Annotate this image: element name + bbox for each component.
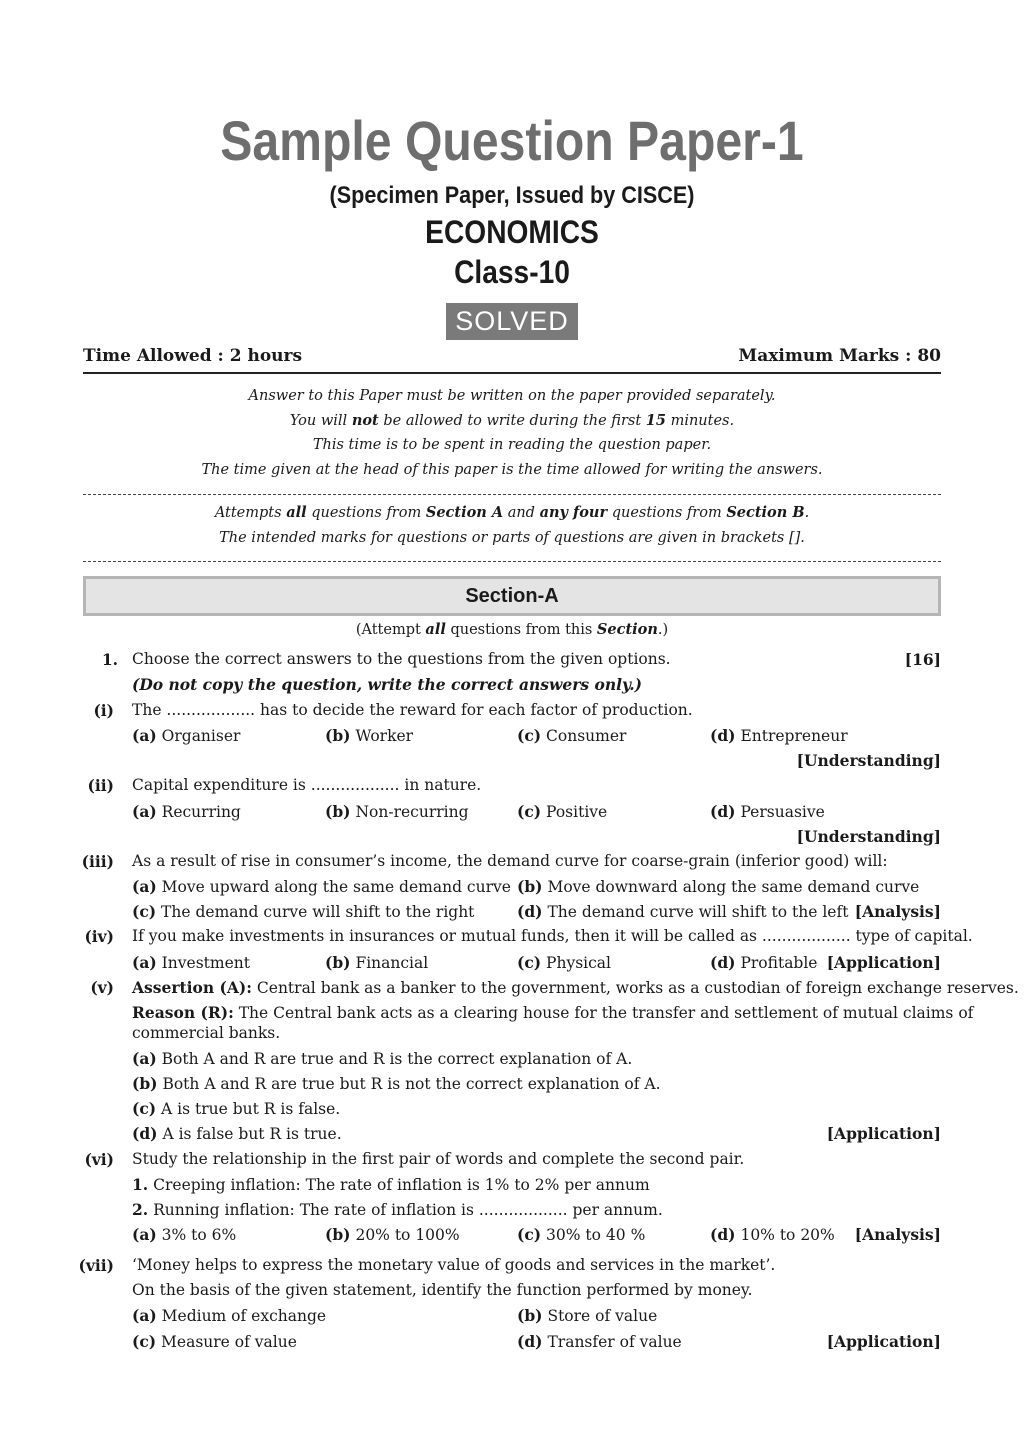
instruction-emphasis: Section B bbox=[726, 504, 805, 521]
option-b bbox=[325, 1225, 460, 1244]
option-label: (b) bbox=[132, 1074, 158, 1093]
option-text: Positive bbox=[546, 803, 608, 821]
question-tag: [Understanding] bbox=[796, 751, 941, 770]
instructions-block bbox=[83, 384, 941, 482]
option-text: Financial bbox=[355, 954, 429, 972]
option-c bbox=[132, 902, 474, 921]
option-text: The demand curve will shift to the right bbox=[161, 903, 475, 921]
question-tag: [Application] bbox=[826, 1124, 941, 1143]
instruction-text: questions from bbox=[607, 505, 727, 521]
question-tag: [Application] bbox=[826, 953, 941, 972]
option-label: (c) bbox=[517, 802, 542, 821]
item-text: Creeping inflation: The rate of inflation is 1% to 2% per annum bbox=[153, 1176, 650, 1194]
question-number: 1. bbox=[101, 650, 118, 669]
option-a bbox=[132, 1306, 326, 1325]
instruction-emphasis: all bbox=[286, 504, 307, 521]
class-name: Class-10 bbox=[454, 254, 570, 290]
option-c bbox=[132, 1099, 340, 1118]
option-text: A is false but R is true. bbox=[162, 1125, 342, 1143]
question-number: (vii) bbox=[78, 1256, 114, 1275]
option-label: (a) bbox=[132, 1049, 157, 1068]
section-instructions bbox=[83, 501, 941, 550]
option-label: (a) bbox=[132, 1306, 157, 1325]
subject-name: ECONOMICS bbox=[425, 214, 599, 250]
option-c bbox=[132, 1332, 297, 1351]
dashed-divider bbox=[83, 561, 941, 562]
option-text: A is true but R is false. bbox=[161, 1100, 341, 1118]
option-text: 30% to 40 % bbox=[546, 1226, 646, 1244]
option-a bbox=[132, 1049, 632, 1068]
question-text: As a result of rise in consumer’s income, the demand curve for coarse-grain (inferior good) will: bbox=[132, 852, 888, 870]
instruction-emphasis: Section A bbox=[425, 504, 504, 521]
option-text: Entrepreneur bbox=[740, 727, 848, 745]
instruction-emphasis: any four bbox=[539, 504, 608, 521]
option-label: (d) bbox=[710, 953, 736, 972]
option-label: (a) bbox=[132, 1225, 157, 1244]
option-b bbox=[325, 726, 413, 745]
option-text: 10% to 20% bbox=[740, 1226, 835, 1244]
option-d bbox=[710, 953, 817, 972]
option-b bbox=[517, 877, 919, 896]
option-label: (a) bbox=[132, 726, 157, 745]
option-text: The demand curve will shift to the left bbox=[547, 903, 849, 921]
option-a bbox=[132, 953, 250, 972]
instruction-line: The intended marks for questions or parts of questions are given in brackets []. bbox=[219, 529, 805, 546]
question-number: (ii) bbox=[87, 776, 114, 795]
option-label: (b) bbox=[325, 726, 351, 745]
instruction-text: questions from bbox=[306, 505, 426, 521]
paper-title: Sample Question Paper-1 bbox=[220, 109, 804, 172]
option-c bbox=[517, 953, 611, 972]
option-text: Non-recurring bbox=[355, 803, 469, 821]
maximum-marks: Maximum Marks : 80 bbox=[738, 346, 941, 366]
question-tag: [Application] bbox=[826, 1332, 941, 1351]
instruction-text: and bbox=[503, 505, 540, 521]
option-label: (b) bbox=[325, 953, 351, 972]
header-rule bbox=[83, 372, 941, 374]
option-text: Both A and R are true and R is the correct explanation of A. bbox=[161, 1050, 633, 1068]
option-label: (a) bbox=[132, 953, 157, 972]
option-label: (b) bbox=[325, 1225, 351, 1244]
note-text: .) bbox=[657, 622, 669, 638]
option-text: Store of value bbox=[547, 1307, 658, 1325]
option-c bbox=[517, 802, 607, 821]
option-b bbox=[325, 953, 428, 972]
option-text: Medium of exchange bbox=[161, 1307, 327, 1325]
option-label: (c) bbox=[132, 1332, 157, 1351]
option-text: Transfer of value bbox=[547, 1333, 682, 1351]
option-text: Persuasive bbox=[740, 803, 825, 821]
option-label: (b) bbox=[517, 877, 543, 896]
question-marks: [16] bbox=[904, 650, 941, 669]
instruction-text: be allowed to write during the first bbox=[378, 412, 646, 429]
option-text: Measure of value bbox=[161, 1333, 297, 1351]
option-text: Organiser bbox=[161, 727, 241, 745]
option-text: Investment bbox=[161, 954, 250, 972]
reason-text: The Central bank acts as a clearing house for the transfer and settlement of mutual claims of bbox=[233, 1004, 974, 1022]
question-text-2: On the basis of the given statement, identify the function performed by money. bbox=[132, 1281, 753, 1299]
instruction-line: The time given at the head of this paper is the time allowed for writing the answers. bbox=[201, 461, 823, 478]
option-c bbox=[517, 1225, 645, 1244]
question-tag: [Analysis] bbox=[854, 902, 941, 921]
question-text: If you make investments in insurances or mutual funds, then it will be called as .................. type of capital. bbox=[132, 927, 973, 945]
pair-item bbox=[132, 1175, 650, 1194]
reason-line bbox=[132, 1003, 973, 1022]
note-text: questions from this bbox=[445, 622, 597, 638]
instruction-line: Answer to this Paper must be written on the paper provided separately. bbox=[248, 388, 776, 404]
note-emphasis: Section bbox=[596, 621, 658, 638]
option-label: (b) bbox=[325, 802, 351, 821]
assertion-text: Central bank as a banker to the government, works as a custodian of foreign exchange reserves. bbox=[251, 979, 1019, 997]
instruction-text: Attempts bbox=[214, 505, 287, 521]
option-text: Move downward along the same demand curve bbox=[547, 878, 920, 896]
option-b bbox=[132, 1074, 661, 1093]
paper-subtitle: (Specimen Paper, Issued by CISCE) bbox=[329, 182, 695, 209]
question-tag: [Analysis] bbox=[854, 1225, 941, 1244]
option-label: (c) bbox=[517, 953, 542, 972]
question-number: (v) bbox=[90, 978, 114, 997]
option-d bbox=[710, 1225, 835, 1244]
option-d bbox=[517, 1332, 682, 1351]
note-emphasis: all bbox=[425, 621, 446, 638]
question-number: (iv) bbox=[84, 927, 114, 946]
instruction-emphasis: 15 bbox=[645, 411, 666, 429]
option-label: (c) bbox=[517, 726, 542, 745]
question-number: (vi) bbox=[84, 1150, 114, 1169]
option-label: (d) bbox=[710, 1225, 736, 1244]
option-a bbox=[132, 1225, 236, 1244]
item-text: Running inflation: The rate of inflation is .................. per annum. bbox=[153, 1201, 663, 1219]
option-text: Consumer bbox=[546, 727, 627, 745]
question-text: The .................. has to decide the reward for each factor of production. bbox=[132, 701, 693, 719]
option-a bbox=[132, 877, 511, 896]
instruction-line bbox=[83, 501, 941, 526]
option-text: Move upward along the same demand curve bbox=[161, 878, 511, 896]
option-label: (d) bbox=[517, 902, 543, 921]
option-b bbox=[517, 1306, 657, 1325]
pair-item bbox=[132, 1200, 663, 1219]
instruction-text: . bbox=[804, 505, 810, 521]
option-label: (a) bbox=[132, 802, 157, 821]
section-a-header: Section-A bbox=[83, 576, 941, 616]
option-text: Worker bbox=[355, 727, 414, 745]
option-label: (c) bbox=[132, 902, 157, 921]
assertion-label: Assertion (A): bbox=[132, 978, 252, 997]
instruction-text: You will bbox=[289, 412, 352, 429]
section-note bbox=[0, 621, 1024, 638]
option-label: (d) bbox=[710, 802, 736, 821]
question-number: (iii) bbox=[81, 852, 114, 871]
option-label: (a) bbox=[132, 877, 157, 896]
question-number: (i) bbox=[93, 701, 114, 720]
option-text: Both A and R are true but R is not the correct explanation of A. bbox=[162, 1075, 661, 1093]
option-b bbox=[325, 802, 469, 821]
option-text: 20% to 100% bbox=[355, 1226, 460, 1244]
dashed-divider bbox=[83, 494, 941, 495]
reason-label: Reason (R): bbox=[132, 1003, 234, 1022]
option-d bbox=[710, 802, 825, 821]
question-text: Study the relationship in the first pair of words and complete the second pair. bbox=[132, 1150, 745, 1168]
time-allowed: Time Allowed : 2 hours bbox=[83, 346, 303, 366]
option-text: Recurring bbox=[161, 803, 241, 821]
question-tag: [Understanding] bbox=[796, 827, 941, 846]
question-text: Choose the correct answers to the questions from the given options. bbox=[132, 650, 671, 668]
option-label: (d) bbox=[132, 1124, 158, 1143]
option-a bbox=[132, 802, 241, 821]
question-text: ‘Money helps to express the monetary value of goods and services in the market’. bbox=[132, 1256, 776, 1274]
option-label: (c) bbox=[517, 1225, 542, 1244]
item-label: 1. bbox=[132, 1175, 149, 1194]
option-d bbox=[132, 1124, 342, 1143]
option-label: (d) bbox=[710, 726, 736, 745]
option-c bbox=[517, 726, 626, 745]
option-label: (d) bbox=[517, 1332, 543, 1351]
option-a bbox=[132, 726, 240, 745]
option-d bbox=[517, 902, 848, 921]
solved-badge: SOLVED bbox=[446, 303, 578, 340]
option-label: (c) bbox=[132, 1099, 157, 1118]
option-text: 3% to 6% bbox=[161, 1226, 237, 1244]
assertion-line bbox=[132, 978, 1019, 997]
reason-line-continued: commercial banks. bbox=[132, 1024, 281, 1042]
option-d bbox=[710, 726, 848, 745]
item-label: 2. bbox=[132, 1200, 149, 1219]
note-text: (Attempt bbox=[355, 622, 426, 638]
instruction-line bbox=[83, 409, 941, 434]
question-note: (Do not copy the question, write the correct answers only.) bbox=[132, 675, 642, 694]
instruction-text: minutes. bbox=[665, 412, 735, 429]
option-label: (b) bbox=[517, 1306, 543, 1325]
option-text: Physical bbox=[546, 954, 612, 972]
instruction-emphasis: not bbox=[351, 411, 379, 429]
question-text: Capital expenditure is .................. in nature. bbox=[132, 776, 482, 794]
instruction-line: This time is to be spent in reading the question paper. bbox=[312, 437, 712, 453]
option-text: Profitable bbox=[740, 954, 818, 972]
